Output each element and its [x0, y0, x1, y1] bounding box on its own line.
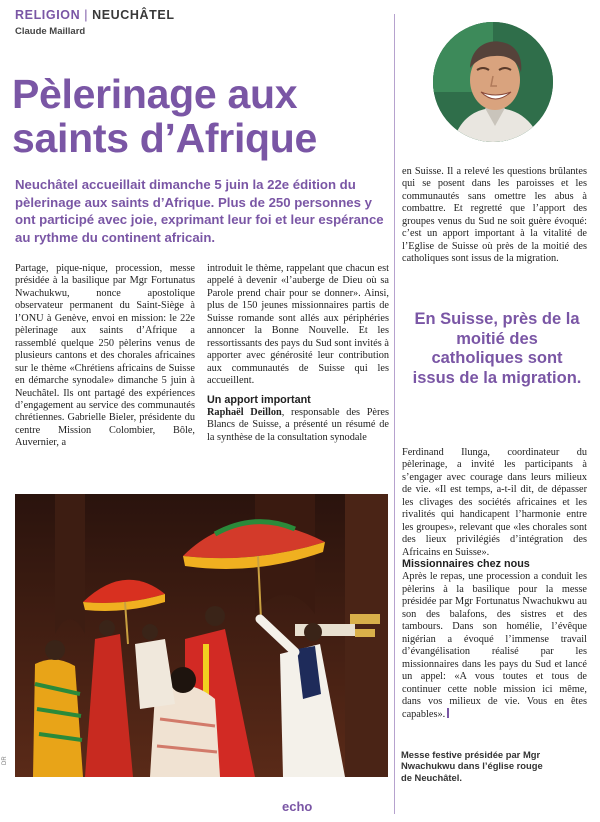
mass-procession-photo — [15, 494, 388, 777]
section-header — [15, 8, 175, 22]
body-column-1 — [15, 263, 195, 450]
body-paragraph-6 — [402, 571, 587, 721]
body-paragraph-2: introduit le thème, rappelant que chacun est appelé à devenir «l’auberge de Dieu où sa Parole prend chair pour se donner». Ainsi, plus de 150 jeunes missionnaires partis de Suisse romande sont allés aux périphéries annoncer la Bonne Nouvelle. Et les ressortissants des pays du Sud sont invités à apporter avec générosité leur contribution aux communautés de Suisse qui les accueillent. — [207, 263, 389, 387]
article-photo — [15, 494, 388, 777]
portrait-image — [433, 22, 553, 142]
photo-credit: DR — [2, 756, 8, 765]
author-portrait — [433, 22, 553, 142]
column-divider — [394, 14, 395, 814]
lead-text: Neuchâtel accueillait dimanche 5 juin la 22e édition du pèlerinage aux saints d’Afrique. Plus de 250 personnes y ont participé avec joie, exprimant leur foi et leur espérance au rythme du continent africain. — [15, 177, 384, 245]
footer-brand-logo: echo — [282, 799, 313, 814]
article-title: Pèlerinage aux saints d’Afrique — [12, 71, 318, 161]
body-paragraph-4: en Suisse. Il a relevé les questions brûlantes qui se posent dans les paroisses et les communautés sans omettre les abus à combattre. Et regretté que l’apport des groupes venus du Sud ne soit guère évoqué: c’est un apport important à la vitalité de l’Eglise de Suisse où près de la moitié des catholiques sont issus de la migration. — [402, 166, 587, 265]
article-lead — [15, 176, 390, 246]
person-name: Raphaël Deillon — [207, 406, 282, 418]
body-paragraph-3-text: , responsable des Pères Blancs de Suisse, a présenté un résumé de la synthèse de la consultation synodale — [207, 406, 390, 443]
body-paragraph-3 — [207, 407, 389, 444]
subhead-missionnaires: Missionnaires chez nous — [402, 558, 530, 570]
body-column-3-middle — [402, 447, 587, 559]
body-paragraph-5: Ferdinand Ilunga, coordinateur du pèlerinage, a invité les participants à s’engager avec courage dans leurs milieux de vie. «Il est temps, a-t-il dit, de dépasser les clivages des sociétés africaines et les rivalités qui handicapent l’harmonie entre les groupes», relevant que «les chorales sont des lieux privilégiés d’intégration des Africains en Suisse». — [402, 447, 587, 558]
author-byline: Claude Maillard — [15, 26, 86, 37]
body-column-3-top — [402, 166, 587, 266]
subhead-apport: Un apport important — [207, 393, 311, 406]
body-paragraph-1: Partage, pique-nique, procession, messe présidée à la basilique par Mgr Fortunatus Nwachukwu, nonce apostolique observateur permanent du Saint-Siège à l’ONU à Genève, envoi en mission: le 22e pèlerinage aux saints d’Afrique a rassemblé quelque 250 pèlerins venus de plusieurs cantons et des chorales africaines sur le thème «Chrétiens africains de Suisse en démarche synodale» dimanche 5 juin à Neuchâtel. Ils ont partagé des expériences d’engagement au service des communautés chrétiennes. Gabrielle Bieler, présidente du centre Mission Colombier, Bôle, Auvernier, a — [15, 263, 195, 449]
photo-caption: Messe festive présidée par Mgr Nwachukwu dans l’église rouge de Neuchâtel. — [401, 749, 543, 783]
pull-quote: En Suisse, près de la moitié des catholiques sont issus de la migration. — [412, 310, 582, 387]
section-place: NEUCHÂTEL — [92, 8, 175, 22]
end-of-article-mark — [447, 708, 449, 718]
body-column-2 — [207, 263, 389, 444]
section-separator: | — [84, 8, 89, 22]
section-category: RELIGION — [15, 8, 81, 22]
body-column-3-bottom — [402, 558, 587, 722]
body-paragraph-6-text: Après le repas, une procession a conduit les pèlerins à la basilique pour la messe présidée par Mgr Fortunatus Nwachukwu au son des balafons, des sistres et des tambours. Dans son homélie, l’évêque nigérian a évoqué l’immense travail d’évangélisation réalisé par les missionnaires dans les pays du Sud et lancé un appel: «A vous toutes et tous de continuer cette noble mission ici même, dans vos milieux de vie. Vous en êtes capables». — [402, 571, 587, 721]
